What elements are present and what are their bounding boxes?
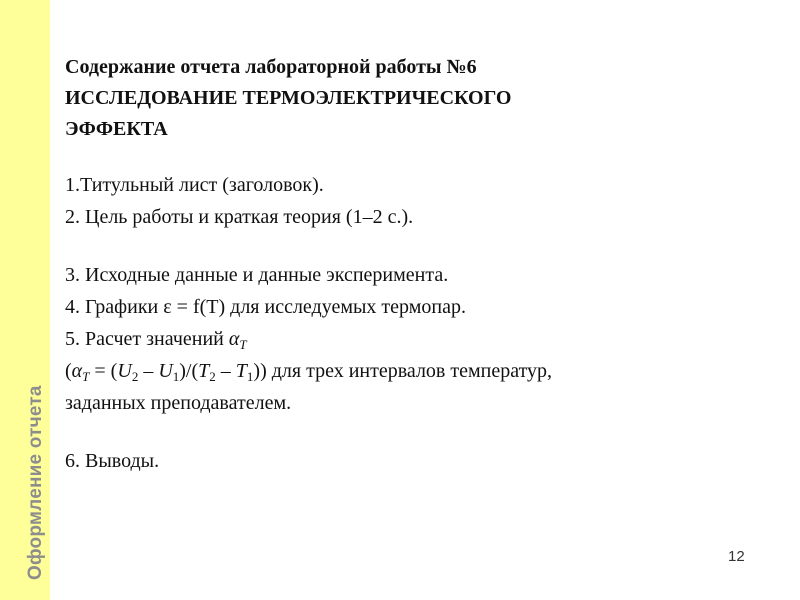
title-line-1: Содержание отчета лабораторной работы №6 xyxy=(65,56,477,78)
list-item-2: 2. Цель работы и краткая теория (1–2 с.). xyxy=(65,206,414,228)
sidebar xyxy=(0,0,50,600)
title-line-3: ЭФФЕКТА xyxy=(65,118,168,140)
list-item-5-formula: $(\alpha_T = (U_2 - U_1)/(T_2 - T_1))$ для трех интервалов температур, xyxy=(65,360,553,384)
list-item-5-text: 5. Расчет значений xyxy=(65,328,229,350)
report-contents-list xyxy=(65,169,775,477)
list-item-5-continuation: заданных преподавателем. xyxy=(65,392,292,414)
title-line-2: ИССЛЕДОВАНИЕ ТЕРМОЭЛЕКТРИЧЕСКОГО xyxy=(65,87,512,109)
list-item-1: 1.Титульный лист (заголовок). xyxy=(65,174,324,196)
list-item-5 xyxy=(65,323,775,355)
alpha-subscript: T xyxy=(239,337,247,352)
slide-content xyxy=(65,52,775,477)
slide-title xyxy=(65,52,775,145)
list-item-3: 3. Исходные данные и данные эксперимента. xyxy=(65,264,449,286)
list-item-4: 4. Графики ε = f(T) для исследуемых термопар. xyxy=(65,296,466,318)
list-item-6: 6. Выводы. xyxy=(65,450,160,472)
alpha-symbol: α xyxy=(228,328,240,350)
sidebar-label: Оформление отчета xyxy=(25,385,46,580)
page-number: 12 xyxy=(728,548,745,565)
